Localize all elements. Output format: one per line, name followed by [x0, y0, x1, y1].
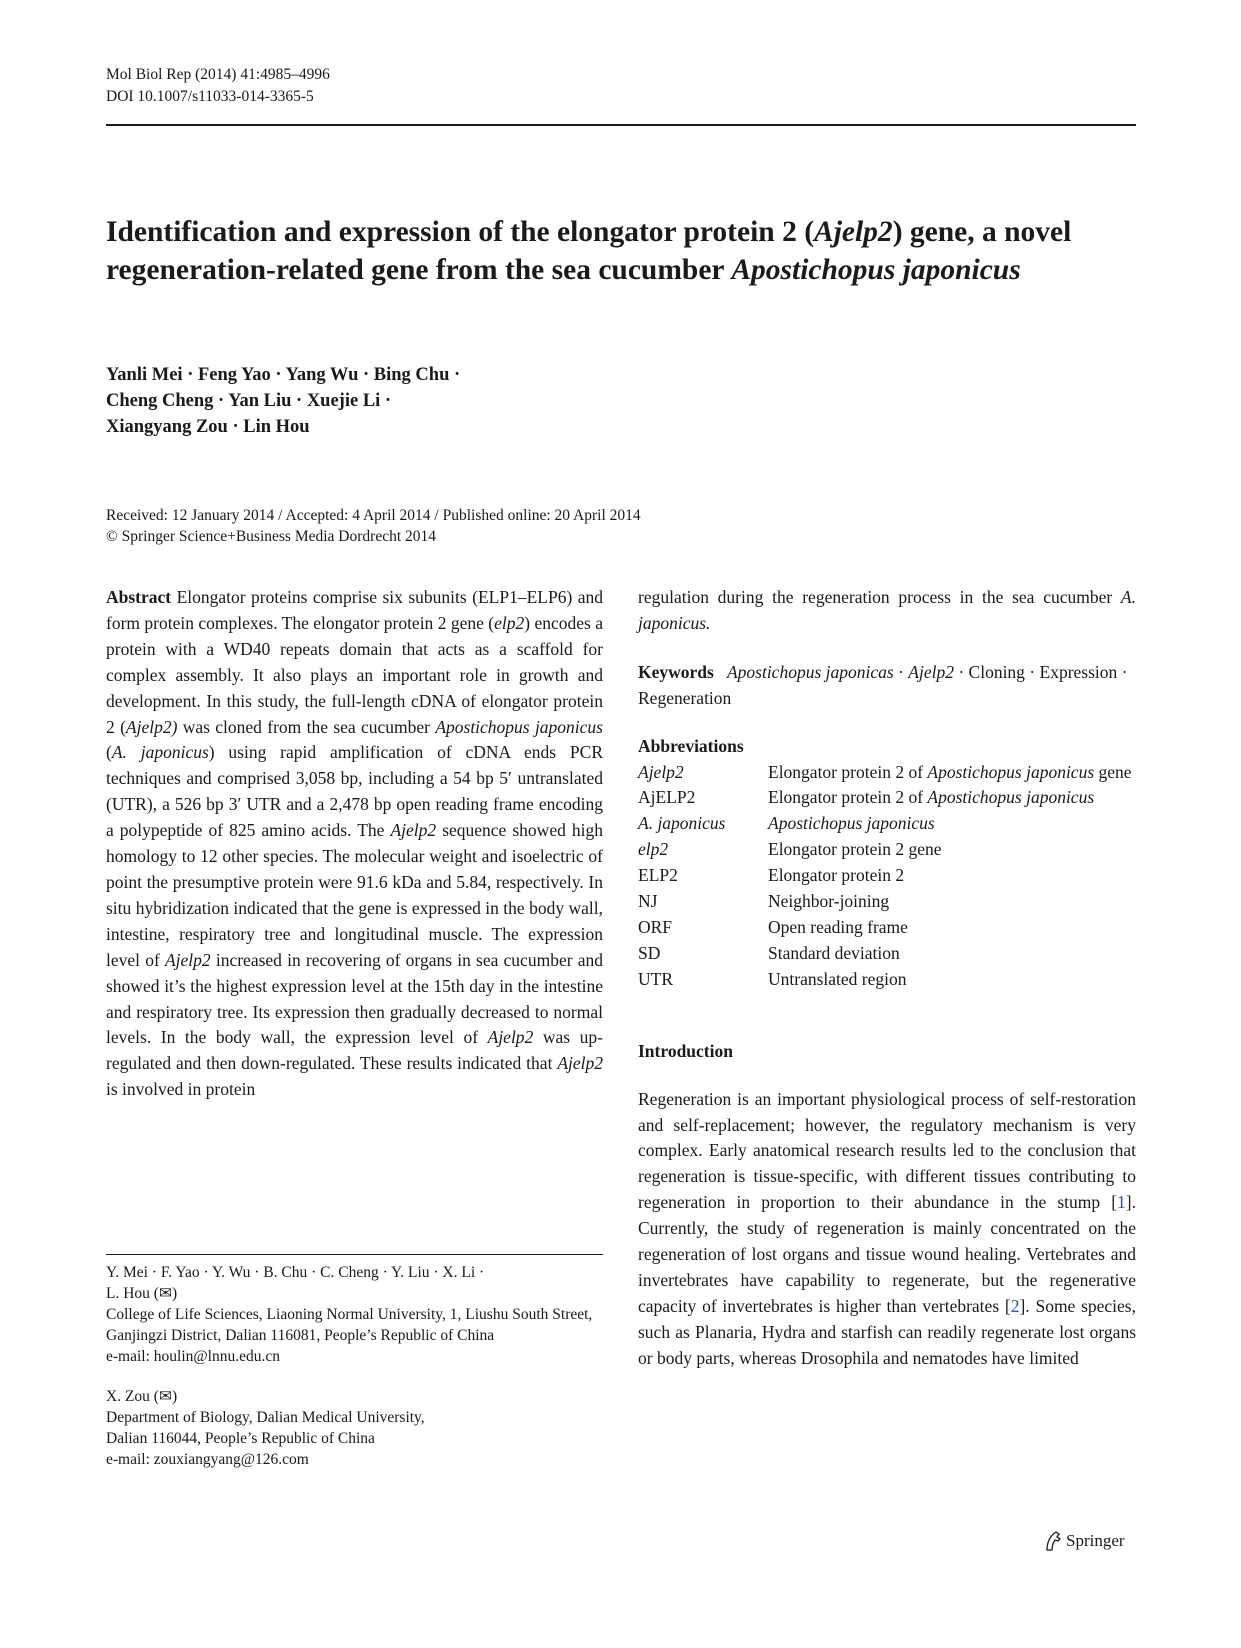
footnote-rule [106, 1254, 603, 1255]
abbr-row: ORF Open reading frame [638, 916, 908, 937]
header-rule [106, 124, 1136, 126]
introduction-text: Regeneration is an important physiological process of self-restoration and self-replacement; however, the regulatory mechanism is very complex. Early anatomical research results led to the conclusion that regeneration is tissue-specific, with different tissues contributing to regeneration in proportion to their abundance in the stump [1]. Currently, the study of regeneration is mainly concentrated on the regeneration of lost organs and tissue wound healing. Vertebrates and invertebrates have capability to regenerate, but the regenerative capacity of invertebrates is higher than vertebrates [2]. Some species, such as Planaria, Hydra and starfish can readily regenerate lost organs or body parts, whereas Drosophila and nematodes have limited [638, 1088, 1136, 1368]
abbreviations [638, 734, 1136, 993]
paper-title: Identification and expression of the elongator protein 2 (Ajelp2) gene, a novel regeneration-related gene from the sea cucumber Apostichopus japonicus [106, 216, 1072, 286]
abbr-row: Ajelp2 Elongator protein 2 of Apostichopus japonicus gene [638, 761, 1132, 782]
citation-link[interactable]: 1 [1117, 1192, 1126, 1213]
journal-info [106, 64, 330, 108]
abbreviations-label: Abbreviations [638, 735, 744, 756]
right-column [638, 585, 1136, 1372]
abstract-continued: regulation during the regeneration process in the sea cucumber A. japonicus. [638, 587, 1136, 633]
introduction-heading: Introduction [638, 1040, 733, 1061]
abbr-row: ELP2 Elongator protein 2 [638, 865, 905, 886]
springer-horse-icon [1044, 1530, 1062, 1552]
journal-doi: DOI 10.1007/s11033-014-3365-5 [106, 88, 314, 105]
publication-dates: Received: 12 January 2014 / Accepted: 4 April 2014 / Published online: 20 April 2014 © Springer Science+Business Media Dordrecht 2014 [106, 507, 641, 545]
abstract: Abstract Elongator proteins comprise six subunits (ELP1–ELP6) and form protein complexes. The elongator protein 2 gene (elp2) encodes a protein with a WD40 repeats domain that acts as a scaffold for complex assembly. It also plays an important role in growth and development. In this study, the full-length cDNA of elongator protein 2 (Ajelp2) was cloned from the sea cucumber Apostichopus japonicus (A. japonicus) using rapid amplification of cDNA ends PCR techniques and comprised 3,058 bp, including a 54 bp 5′ untranslated (UTR), a 526 bp 3′ UTR and a 2,478 bp open reading frame encoding a polypeptide of 825 amino acids. The Ajelp2 sequence showed high homology to 12 other species. The molecular weight and isoelectric of point the presumptive protein were 91.6 kDa and 5.84, respectively. In situ hybridization indicated that the gene is expressed in the body wall, intestine, respiratory tree and longitudinal muscle. The expression level of Ajelp2 increased in recovering of organs in sea cucumber and showed it’s the highest expression level at the 15th day in the intestine and respiratory tree. Its expression then gradually decreased to normal levels. In the body wall, the expression level of Ajelp2 was up-regulated and then down-regulated. These results indicated that Ajelp2 is involved in protein [106, 587, 604, 1100]
affiliations: Y. Mei · F. Yao · Y. Wu · B. Chu · C. Cheng · Y. Liu · X. Li · L. Hou (✉) College of Life Sciences, Liaoning Normal University, 1, Liushu South Street, Ganjingzi District, Dalian 116081, People’s Republic of China e-mail: houlin@lnnu.edu.cn X. Zou (✉) Department of Biology, Dalian Medical University, Dalian 116044, People’s Republic of China e-mail: zouxiangyang@126.com [106, 1264, 593, 1468]
keywords: Keywords Apostichopus japonicas · Ajelp2 · Cloning · Expression · Regeneration [638, 661, 1128, 708]
abbr-row: SD Standard deviation [638, 942, 900, 963]
publisher-logo [1044, 1530, 1125, 1552]
abstract-label: Abstract [106, 587, 172, 607]
envelope-icon: ✉ [158, 1285, 172, 1302]
abbr-row: A. japonicus Apostichopus japonicus [638, 813, 935, 834]
citation-link[interactable]: 2 [1010, 1295, 1020, 1316]
journal-citation: Mol Biol Rep (2014) 41:4985–4996 [106, 66, 330, 83]
abbr-row: AjELP2 Elongator protein 2 of Apostichopus japonicus [638, 787, 1095, 808]
publisher-name: Springer [1066, 1531, 1125, 1550]
abbr-row: UTR Untranslated region [638, 968, 907, 989]
abbr-row: elp2 Elongator protein 2 gene [638, 839, 942, 860]
envelope-icon: ✉ [158, 1388, 172, 1405]
author-list: Yanli Mei · Feng Yao · Yang Wu · Bing Chu · Cheng Cheng · Yan Liu · Xuejie Li · Xiangyang Zou · Lin Hou [106, 365, 461, 437]
abbr-row: NJ Neighbor-joining [638, 891, 890, 912]
